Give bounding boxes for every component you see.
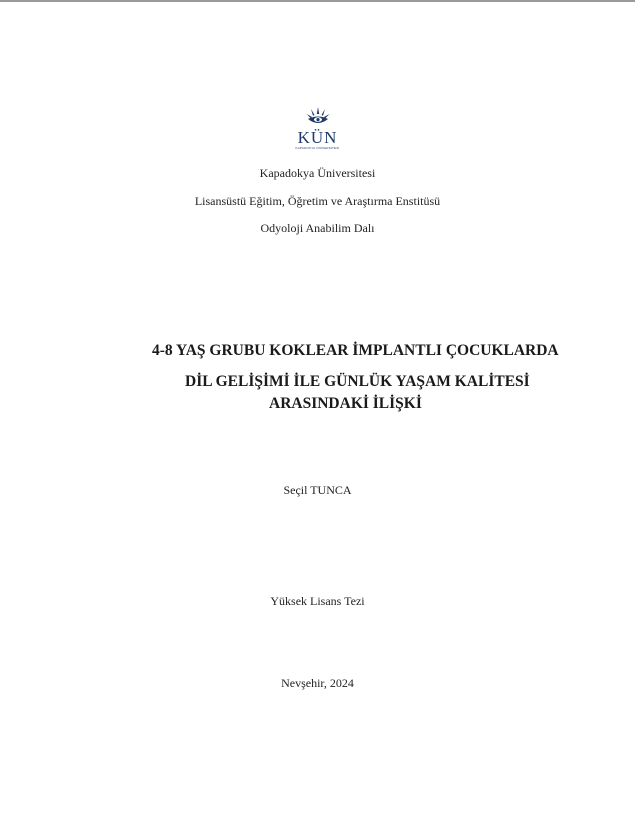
thesis-title-line-1: 4-8 YAŞ GRUBU KOKLEAR İMPLANTLI ÇOCUKLARDA (152, 342, 559, 359)
author-name: Seçil TUNCA (283, 483, 352, 497)
place-and-date: Nevşehir, 2024 (281, 676, 354, 690)
sunburst-emblem-icon (305, 106, 331, 128)
thesis-title-line-3: ARASINDAKİ İLİŞKİ (269, 395, 422, 412)
institute-name: Lisansüstü Eğitim, Öğretim ve Araştırma Enstitüsü (194, 194, 441, 208)
department-name: Odyoloji Anabilim Dalı (260, 221, 375, 235)
thesis-title-line-2: DİL GELİŞİMİ İLE GÜNLÜK YAŞAM KALİTESİ (185, 373, 530, 390)
degree-type: Yüksek Lisans Tezi (270, 594, 365, 608)
logo-wordmark: KÜN (297, 128, 338, 147)
logo-subtitle: KAPADOKYA ÜNİVERSİTESİ (295, 146, 340, 150)
university-logo (0, 106, 635, 150)
university-name: Kapadokya Üniversitesi (259, 166, 376, 180)
page-top-border (0, 0, 635, 2)
